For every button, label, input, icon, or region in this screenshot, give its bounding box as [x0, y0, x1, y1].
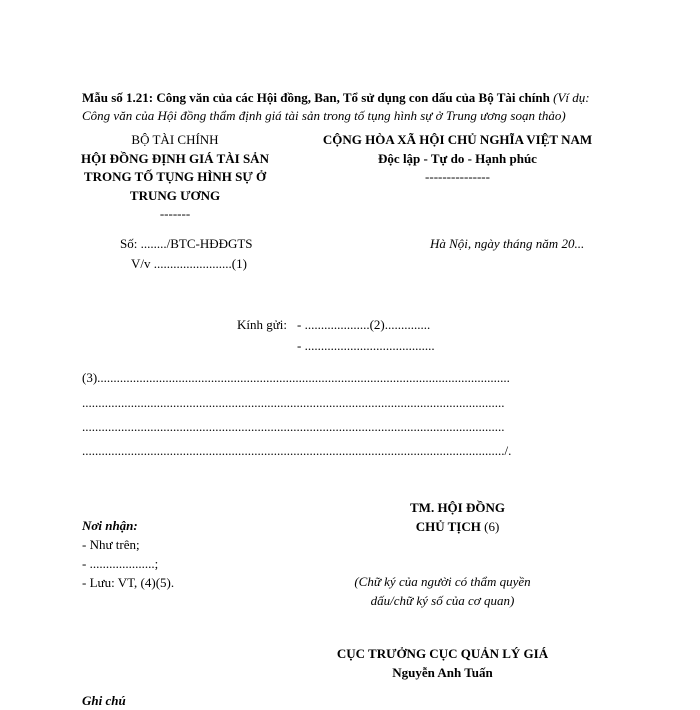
national-header — [290, 131, 625, 187]
national-motto: Độc lập - Tự do - Hạnh phúc — [378, 150, 537, 166]
signature-note-line-2: dấu/chữ ký số của cơ quan) — [370, 592, 515, 608]
agency-separator: ------- — [159, 206, 191, 221]
form-caption-label: Mẫu số 1.21: Công văn của các Hội đồng, Ban, Tổ sử dụng con dấu của Bộ Tài chính — [82, 90, 550, 105]
council-name-line2: TRONG TỐ TỤNG HÌNH SỰ Ở — [83, 169, 267, 184]
signature-note — [300, 573, 585, 610]
signer-block — [300, 645, 585, 682]
document-subject: V/v ........................(1) — [131, 256, 247, 271]
place-date: Hà Nội, ngày tháng năm 20... — [430, 236, 585, 251]
recipient-line-1: - ....................(2).............. — [297, 317, 431, 332]
signature-block — [330, 499, 585, 536]
body-line-4: ................................................................................................................................../. — [82, 443, 512, 458]
footer-note-partial: Ghi chú — [82, 693, 126, 708]
signature-role: CHỦ TỊCH — [415, 518, 481, 534]
form-caption-example: (Ví dụ: Công văn của Hội đồng thẩm định giá tài sản trong tố tụng hình sự ở Trung ương soạn thảo) — [82, 90, 590, 123]
national-title: CỘNG HÒA XÃ HỘI CHỦ NGHĨA VIỆT NAM — [322, 132, 593, 147]
council-name-line1: HỘI ĐỒNG ĐỊNH GIÁ TÀI SẢN — [81, 150, 269, 166]
body-line-1: (3)............................................................................................................................... — [82, 370, 510, 385]
signature-tm: TM. HỘI ĐỒNG — [410, 500, 505, 515]
signature-role-note: (6) — [484, 518, 500, 534]
agency-header — [70, 131, 280, 224]
noi-nhan-item-1: - Như trên; — [82, 537, 140, 552]
recipients-label: Kính gửi: — [237, 317, 288, 332]
council-name-line3: TRUNG ƯƠNG — [129, 187, 221, 203]
document-number: Số: ......../BTC-HĐĐGTS — [120, 236, 253, 251]
signature-role-line — [330, 518, 585, 537]
signer-title: CỤC TRƯỞNG CỤC QUẢN LÝ GIÁ — [336, 646, 549, 661]
body-line-3: .................................................................................................................................. — [82, 419, 505, 434]
body-line-2: .................................................................................................................................. — [82, 395, 505, 410]
recipient-line-2: - ........................................ — [297, 338, 435, 353]
signer-name: Nguyễn Anh Tuấn — [392, 664, 493, 680]
form-caption — [82, 89, 612, 124]
national-separator: --------------- — [425, 169, 490, 184]
ministry-name: BỘ TÀI CHÍNH — [131, 132, 219, 147]
noi-nhan-title: Nơi nhận: — [82, 518, 138, 533]
noi-nhan-item-2: - ....................; — [82, 556, 159, 571]
noi-nhan-item-3: - Lưu: VT, (4)(5). — [82, 575, 175, 590]
signature-note-line-1: (Chữ ký của người có thẩm quyền — [354, 574, 531, 589]
